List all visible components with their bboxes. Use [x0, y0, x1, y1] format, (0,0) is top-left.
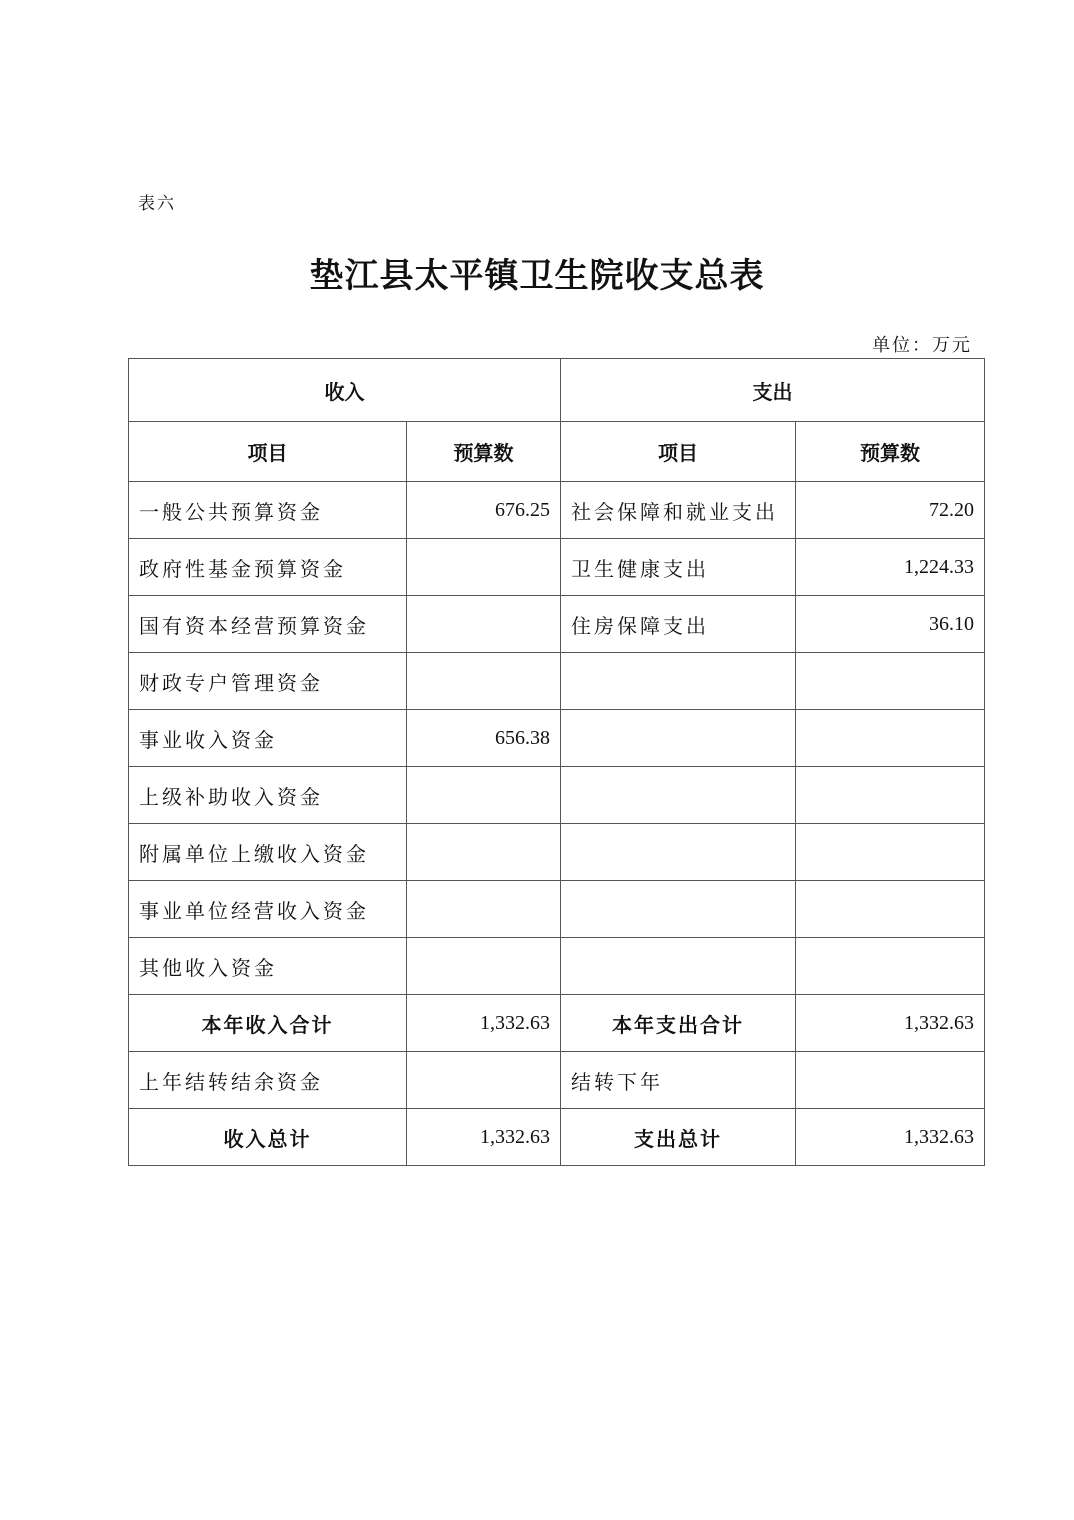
- income-item-cell: 财政专户管理资金: [129, 653, 407, 710]
- carryover-expense-value: [796, 1052, 985, 1109]
- expense-value-cell: 1,224.33: [796, 539, 985, 596]
- income-value-cell: [407, 539, 561, 596]
- income-item-cell: 附属单位上缴收入资金: [129, 824, 407, 881]
- expense-section-header: 支出: [561, 359, 985, 422]
- page-title: 垫江县太平镇卫生院收支总表: [309, 256, 765, 296]
- carryover-income-value: [407, 1052, 561, 1109]
- expense-value-cell: 36.10: [796, 596, 985, 653]
- income-value-cell: [407, 596, 561, 653]
- table-row: [129, 710, 985, 767]
- unit-label: 单位：万元: [872, 335, 972, 356]
- section-header-row: [129, 359, 985, 422]
- expense-item-cell: [561, 938, 796, 995]
- grand-total-row: [129, 1109, 985, 1166]
- income-item-cell: 一般公共预算资金: [129, 482, 407, 539]
- income-item-header: 项目: [129, 422, 407, 482]
- carryover-expense-label: 结转下年: [561, 1052, 796, 1109]
- expense-item-cell: [561, 653, 796, 710]
- income-item-cell: 上级补助收入资金: [129, 767, 407, 824]
- table-row: [129, 938, 985, 995]
- expense-grand-total-value: 1,332.63: [796, 1109, 985, 1166]
- expense-value-cell: [796, 653, 985, 710]
- budget-summary-table: [128, 358, 985, 1166]
- expense-value-cell: [796, 767, 985, 824]
- expense-item-cell: [561, 767, 796, 824]
- expense-item-cell: 住房保障支出: [561, 596, 796, 653]
- column-header-row: [129, 422, 985, 482]
- income-budget-header: 预算数: [407, 422, 561, 482]
- table-number: 表六: [138, 194, 176, 214]
- income-item-cell: 其他收入资金: [129, 938, 407, 995]
- year-expense-total-value: 1,332.63: [796, 995, 985, 1052]
- income-item-cell: 国有资本经营预算资金: [129, 596, 407, 653]
- income-value-cell: [407, 653, 561, 710]
- expense-value-cell: [796, 881, 985, 938]
- year-total-row: [129, 995, 985, 1052]
- income-grand-total-label: 收入总计: [129, 1109, 407, 1166]
- table-row: [129, 482, 985, 539]
- income-grand-total-value: 1,332.63: [407, 1109, 561, 1166]
- expense-item-header: 项目: [561, 422, 796, 482]
- expense-budget-header: 预算数: [796, 422, 985, 482]
- carryover-row: [129, 1052, 985, 1109]
- table-row: [129, 881, 985, 938]
- income-item-cell: 政府性基金预算资金: [129, 539, 407, 596]
- expense-value-cell: [796, 710, 985, 767]
- expense-value-cell: [796, 824, 985, 881]
- expense-item-cell: 社会保障和就业支出: [561, 482, 796, 539]
- income-value-cell: [407, 824, 561, 881]
- expense-item-cell: 卫生健康支出: [561, 539, 796, 596]
- table-row: [129, 539, 985, 596]
- carryover-income-label: 上年结转结余资金: [129, 1052, 407, 1109]
- table-row: [129, 824, 985, 881]
- income-item-cell: 事业收入资金: [129, 710, 407, 767]
- income-value-cell: [407, 938, 561, 995]
- income-item-cell: 事业单位经营收入资金: [129, 881, 407, 938]
- year-income-total-label: 本年收入合计: [129, 995, 407, 1052]
- year-expense-total-label: 本年支出合计: [561, 995, 796, 1052]
- table-row: [129, 767, 985, 824]
- income-section-header: 收入: [129, 359, 561, 422]
- table-row: [129, 596, 985, 653]
- income-value-cell: [407, 881, 561, 938]
- expense-value-cell: [796, 938, 985, 995]
- expense-grand-total-label: 支出总计: [561, 1109, 796, 1166]
- table-row: [129, 653, 985, 710]
- income-value-cell: 656.38: [407, 710, 561, 767]
- year-income-total-value: 1,332.63: [407, 995, 561, 1052]
- expense-item-cell: [561, 824, 796, 881]
- income-value-cell: [407, 767, 561, 824]
- income-value-cell: 676.25: [407, 482, 561, 539]
- expense-item-cell: [561, 881, 796, 938]
- expense-item-cell: [561, 710, 796, 767]
- expense-value-cell: 72.20: [796, 482, 985, 539]
